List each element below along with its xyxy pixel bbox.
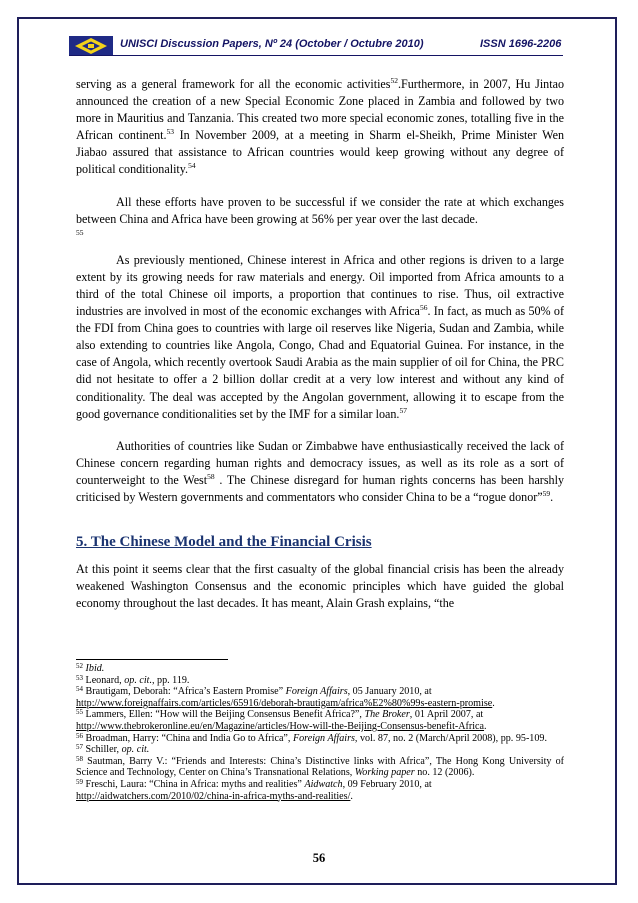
header-divider (69, 55, 563, 56)
paragraph-1: serving as a general framework for all the economic activities$^{52}$.Furthermore, in 2007, Hu Jintao announced the creation of a new Special Economic Zone placed in Zambia and followed by two more in Mauritius and Tanzania. This created two more special economic zones, totalling five in the African continent.$^{53}$ In November 2009, at a meeting in Sharm el-Sheikh, Prime Minister Wen Jiabao assured that assistance to African countries would keep growing without any degree of political conditionality.$^{54}$ (76, 76, 565, 177)
footnote-ref-57[interactable]: 57 (399, 405, 407, 415)
footnote-55-link[interactable]: http://www.thebrokeronline.eu/en/Magazine/articles/How-will-the-Beijing-Consensus-benefit-Africa (76, 720, 485, 732)
footnote-59: $^{59}$ Freschi, Laura: “China in Africa: myths and realities” Aidwatch, 09 February 2010, at http://aidwatchers.com/2010/02/china-in-africa-myths-and-realities/. (76, 777, 432, 802)
paragraph-2: All these efforts have proven to be successful if we consider the rate at which exchanges between China and Africa have been growing at 56% per year over the last decade. 55 (76, 194, 564, 237)
footnote-57: $^{57}$ Schiller, op. cit. (76, 743, 150, 756)
footnote-55: $^{55}$ Lammers, Ellen: “How will the Beijing Consensus Benefit Africa?”, The Broker, 01 April 2007, at http://www.thebrokeronline.eu/en/Magazine/articles/How-will-the-Beijing-Consensus-benefit-Africa. (76, 708, 487, 732)
paragraph-4: Authorities of countries like Sudan or Zimbabwe have enthusiastically received the lack of Chinese concern regarding human rights and democracy issues, as well as its role as a sort of counterweight to the West$^{58}$ . The Chinese disregard for human rights concerns has been harshly criticised by Western governments and commentators who consider China to be a “rogue donor”$^{59}$. (76, 438, 564, 504)
main-text (76, 76, 564, 627)
footnote-54: $^{54}$ Brautigam, Deborah: “Africa’s Eastern Promise” Foreign Affairs, 05 January 2010, at http://www.foreignaffairs.com/articles/65916/deborah-brautigam/africa%E2%80%99s-eastern-promise. (76, 685, 495, 709)
footnote-59-link[interactable]: http://aidwatchers.com/2010/02/china-in-africa-myths-and-realities/ (76, 790, 351, 802)
footnote-ref-55[interactable]: 55 (76, 227, 84, 237)
footnote-ref-58[interactable]: 58 (207, 471, 215, 481)
journal-issn: ISSN 1696-2206 (480, 38, 562, 50)
footnote-ref-56[interactable]: 56 (419, 303, 428, 313)
footnote-ref-59[interactable]: 59 (542, 488, 551, 498)
footnotes (76, 659, 564, 802)
footnote-54-link[interactable]: http://www.foreignaffairs.com/articles/65916/deborah-brautigam/africa%E2%80%99s-eastern-promise (76, 697, 493, 709)
page-number: 56 (312, 851, 326, 865)
footnote-53: $^{53}$ Leonard, op. cit., pp. 119. (76, 673, 190, 686)
footnote-ref-53[interactable]: 53 (166, 127, 175, 137)
unisci-logo-icon (69, 36, 113, 56)
footnote-ref-54[interactable]: 54 (188, 161, 196, 171)
paragraph-3: As previously mentioned, Chinese interest in Africa and other regions is driven to a large extent by its growing needs for raw materials and energy. Oil imported from Africa amounts to a third of the total Chinese oil imports, a proportion that continues to rise. Thus, oil extractive industries are involved in most of the economic exchanges with Africa$^{56}$. In fact, as much as 50% of the FDI from China goes to countries with large oil reserves like Nigeria, Sudan and Zambia, while also extending to countries like Angola, Congo, Chad and Equatorial Guinea. For instance, in the case of Angola, which recently overtook Saudi Arabia as the main supplier of oil for China, the PRC did not hesitate to offer a 2 billion dollar credit at a very low interest and without any kind of conditionality. The deal was accepted by the Angolan government, allowing it to escape from the good governance conditionalities set by the IMF for a similar loan.$^{57}$ (76, 252, 565, 421)
section-heading: 5. The Chinese Model and the Financial Crisis (76, 534, 372, 551)
paragraph-5: At this point it seems clear that the first casualty of the global financial crisis has been the already weakened Washington Consensus and the economic principles which have guided the global economy throughout the last decades. It has meant, Alain Grash explains, “the (76, 562, 564, 611)
footnote-56: $^{56}$ Broadman, Harry: “China and India Go to Africa”, Foreign Affairs, vol. 87, no. 2 (March/April 2008), pp. 95-109. (76, 731, 547, 744)
footnote-58: $^{58}$ Sautman, Barry V.: “Friends and Interests: China’s Distinctive links with Africa”, The Hong Kong University of Science and Technology, Center on China’s Transnational Relations, Working paper no. 12 (2006). (76, 754, 564, 779)
footnote-divider (76, 659, 228, 660)
footnote-52: $^{52}$ Ibid. (76, 662, 105, 674)
footnote-ref-52[interactable]: 52 (390, 76, 399, 85)
journal-header-title: UNISCI Discussion Papers, Nº 24 (October / Octubre 2010) (120, 38, 424, 50)
